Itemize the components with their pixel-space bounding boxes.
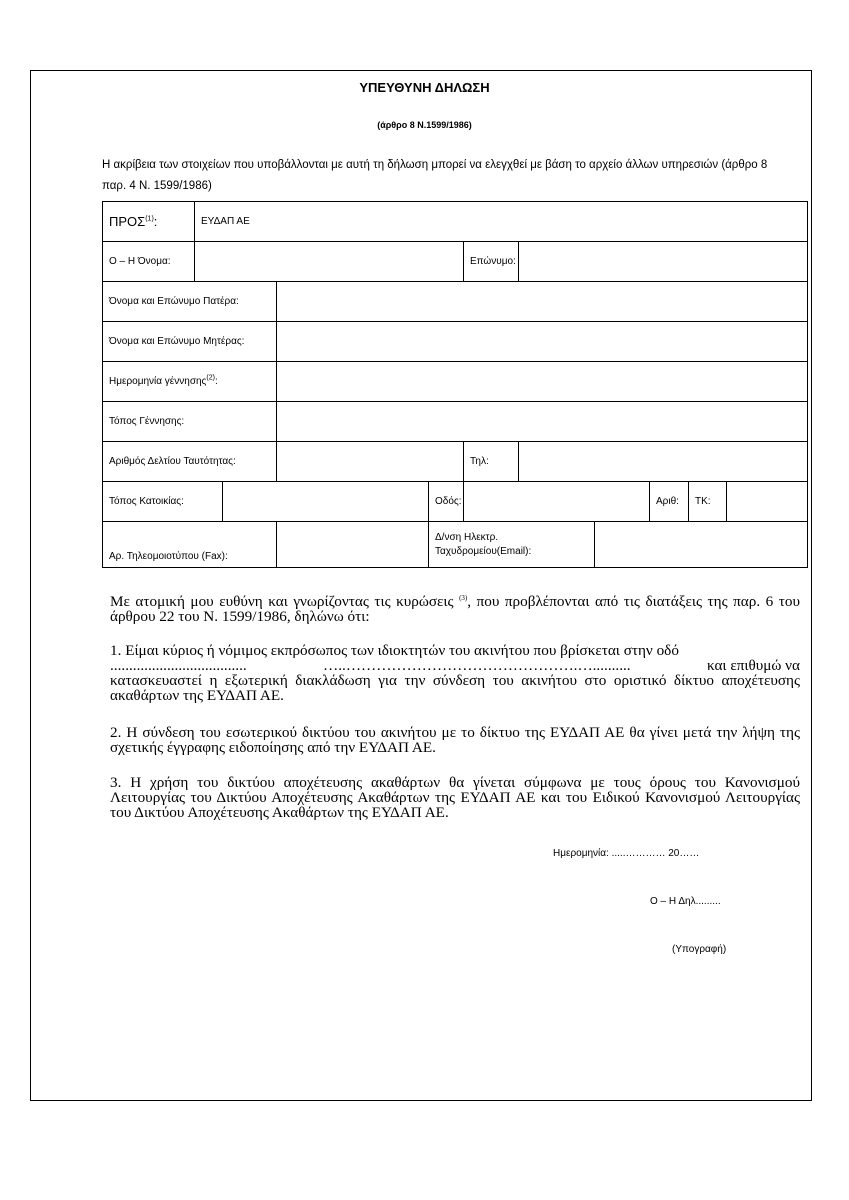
mother-label: Όνομα και Επώνυμο Μητέρας: bbox=[103, 322, 277, 362]
father-field[interactable] bbox=[277, 282, 808, 322]
declaration-item-3: 3. Η χρήση του δικτύου αποχέτευσης ακαθάρτων θα γίνεται σύμφωνα με τους όρους του Κανονισμού Λειτουργίας του Δικτύου Αποχέτευσης Ακαθάρτων της ΕΥΔΑΠ ΑΕ και του Ειδικού Κανονισμού Λειτουργίας του Δικτύου Αποχέτευσης Ακαθάρτων της ΕΥΔΑΠ ΑΕ. bbox=[110, 774, 800, 821]
declaration-item-1 bbox=[110, 643, 800, 703]
signature-date[interactable]: Ημερομηνία: .....………… 20…… bbox=[553, 848, 700, 859]
name-field[interactable] bbox=[195, 242, 464, 282]
address-dots-1: .................................... bbox=[110, 657, 247, 674]
father-label: Όνομα και Επώνυμο Πατέρα: bbox=[103, 282, 277, 322]
surname-field[interactable] bbox=[519, 242, 808, 282]
birthplace-field[interactable] bbox=[277, 402, 808, 442]
postal-label: ΤΚ: bbox=[689, 482, 727, 522]
postal-field[interactable] bbox=[727, 482, 808, 522]
birthdate-field[interactable] bbox=[277, 362, 808, 402]
signature-declarant: Ο – Η Δηλ......... bbox=[650, 896, 721, 907]
residence-label: Τόπος Κατοικίας: bbox=[103, 482, 223, 522]
number-label: Αριθ: bbox=[650, 482, 689, 522]
email-field[interactable] bbox=[595, 522, 808, 568]
birthdate-label: Ημερομηνία γέννησης$^{(2)}$: bbox=[103, 362, 277, 402]
to-label: ΠΡΟΣ$^{(1)}$: bbox=[103, 202, 195, 242]
fax-field[interactable] bbox=[277, 522, 429, 568]
personal-details-table bbox=[102, 201, 808, 568]
to-value: ΕΥΔΑΠ ΑΕ bbox=[195, 202, 808, 242]
email-label: Δ/νση Ηλεκτρ. Ταχυδρομείου(Email): bbox=[429, 522, 595, 568]
birthplace-label: Τόπος Γέννησης: bbox=[103, 402, 277, 442]
signature-label: (Υπογραφή) bbox=[672, 944, 727, 955]
document-subtitle: (άρθρο 8 Ν.1599/1986) bbox=[377, 120, 472, 130]
address-dots-3: και επιθυμώ να bbox=[706, 657, 800, 674]
id-label: Αριθμός Δελτίου Ταυτότητας: bbox=[103, 442, 277, 482]
street-label: Οδός: bbox=[429, 482, 464, 522]
mother-field[interactable] bbox=[277, 322, 808, 362]
fax-label: Αρ. Τηλεομοιοτύπου (Fax): bbox=[103, 522, 277, 568]
surname-label: Επώνυμο: bbox=[464, 242, 519, 282]
residence-field[interactable] bbox=[223, 482, 429, 522]
declaration-item-1-address-line[interactable] bbox=[110, 658, 800, 673]
document-title: ΥΠΕΥΘΥΝΗ ΔΗΛΩΣΗ bbox=[359, 80, 490, 95]
id-field[interactable] bbox=[277, 442, 464, 482]
intro-text: Η ακρίβεια των στοιχείων που υποβάλλονται με αυτή τη δήλωση μπορεί να ελεγχθεί με βάση το αρχείο άλλων υπηρεσιών (άρθρο 8 παρ. 4 Ν. 1599/1986) bbox=[102, 159, 768, 192]
street-field[interactable] bbox=[464, 482, 650, 522]
phone-label: Τηλ: bbox=[464, 442, 519, 482]
name-label: Ο – Η Όνομα: bbox=[103, 242, 195, 282]
declaration-intro: Με ατομική μου ευθύνη και γνωρίζοντας τις κυρώσεις $^{(3)}$, που προβλέπονται από τις διατάξεις της παρ. 6 του άρθρου 22 του Ν. 1599/1986, δηλώνω ότι: bbox=[110, 593, 800, 625]
address-dots-2: …..……………………………………….….......... bbox=[323, 657, 631, 674]
phone-field[interactable] bbox=[519, 442, 808, 482]
declaration-item-2: 2. Η σύνδεση του εσωτερικού δικτύου του ακινήτου με το δίκτυο της ΕΥΔΑΠ ΑΕ θα γίνει μετά την λήψη της σχετικής έγγραφης ειδοποίησης από την ΕΥΔΑΠ ΑΕ. bbox=[110, 724, 800, 756]
declaration-item-1-line-1: 1. Είμαι κύριος ή νόμιμος εκπρόσωπος των ιδιοκτητών του ακινήτου που βρίσκεται στην οδό bbox=[110, 642, 679, 659]
declaration-item-1-line-3: κατασκευαστεί η εξωτερική διακλάδωση για την σύνδεση του ακινήτου στο οριστικό δίκτυο αποχέτευσης ακαθάρτων της ΕΥΔΑΠ ΑΕ. bbox=[110, 672, 800, 704]
